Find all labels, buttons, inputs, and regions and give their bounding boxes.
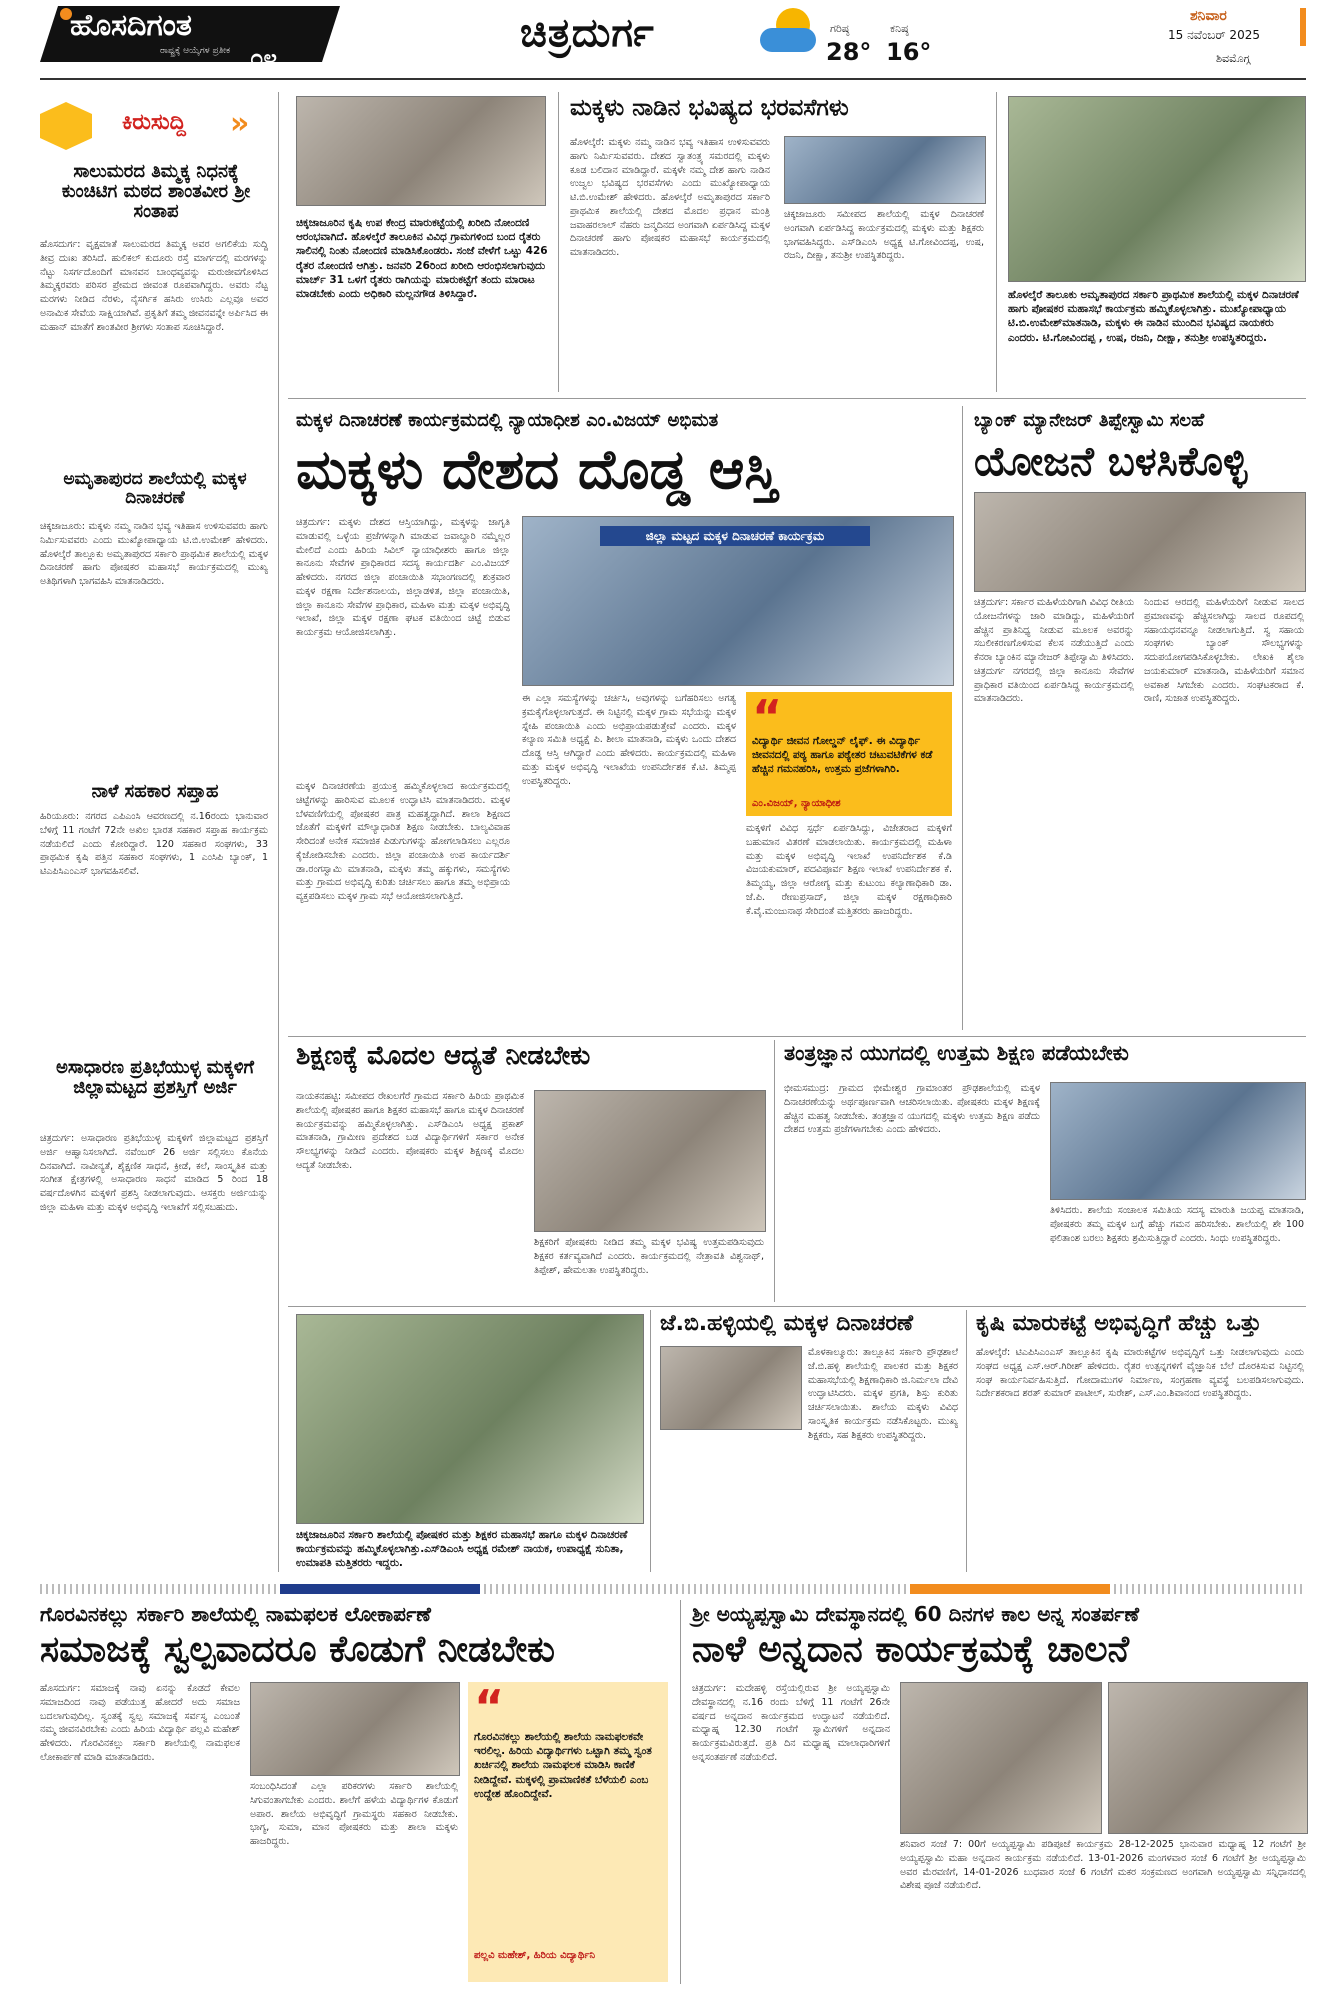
- tech-headline[interactable]: ತಂತ್ರಜ್ಞಾನ ಯುಗದಲ್ಲಿ ಉತ್ತಮ ಶಿಕ್ಷಣ ಪಡೆಯಬೇಕು: [784, 1041, 1129, 1065]
- children-photo: [784, 136, 986, 204]
- max-temp-label: ಗರಿಷ್ಠ: [830, 22, 850, 35]
- column-divider: [680, 1600, 681, 1984]
- brief-headline[interactable]: ನಾಳೆ ಸಹಕಾರ ಸಪ್ತಾಹ: [91, 781, 219, 802]
- bank-body-col1: ಚಿತ್ರದುರ್ಗ: ಸರ್ಕಾರ ಮಹಿಳೆಯರಿಗಾಗಿ ವಿವಿಧ ರೀತಿಯ ಯೋಜನೆಗಳನ್ನು ಜಾರಿ ಮಾಡಿದ್ದು, ಮಹಿಳೆಯರಿಗೆ ಹೆಚ್ಚಿನ ಪ್ರಾತಿನಿಧ್ಯ ನೀಡುವ ಮೂಲಕ ಅವರನ್ನು ಸಬಲೀಕರಣಗೊಳಿಸುವ ಕೆಲಸ ನಡೆಯುತ್ತಿದೆ ಎಂದು ಕೆನರಾ ಬ್ಯಾಂಕಿನ ಮ್ಯಾನೇಜರ್ ತಿಪ್ಪೇಸ್ವಾಮಿ ತಿಳಿಸಿದರು. ಚಿತ್ರದುರ್ಗ ನಗರದಲ್ಲಿ ಜಿಲ್ಲಾ ಕಾನೂನು ಸೇವೆಗಳ ಪ್ರಾಧಿಕಾರ ವತಿಯಿಂದ ಏರ್ಪಡಿಸಿದ್ದ ಕಾರ್ಯಕ್ರಮದಲ್ಲಿ ಮಾತನಾಡಿದರು.: [974, 597, 1134, 705]
- education-headline[interactable]: ಶಿಕ್ಷಣಕ್ಕೆ ಮೊದಲ ಆದ್ಯತೆ ನೀಡಬೇಕು: [296, 1041, 591, 1071]
- lead-photo-banner: ಜಿಲ್ಲಾ ಮಟ್ಟದ ಮಕ್ಕಳ ದಿನಾಚರಣೆ ಕಾರ್ಯಕ್ರಮ: [600, 526, 870, 546]
- ayyappa-body: ಚಿತ್ರದುರ್ಗ: ಮದೇಹಳ್ಳಿ ರಸ್ತೆಯಲ್ಲಿರುವ ಶ್ರೀ ಅಯ್ಯಪ್ಪಸ್ವಾಮಿ ದೇವಸ್ಥಾನದಲ್ಲಿ ನ.16 ರಂದು ಬೆಳಿಗ್ಗೆ 11 ಗಂಟೆಗೆ 26ನೇ ವರ್ಷದ ಅನ್ನದಾನ ಕಾರ್ಯಕ್ರಮದ ಉದ್ಘಾಟನೆ ನಡೆಯಲಿದೆ. ಮಧ್ಯಾಹ್ನ 12.30 ಗಂಟೆಗೆ ಸ್ವಾಮಿಗಳಿಗೆ ಅನ್ನದಾನ ಕಾರ್ಯಕ್ರಮವಿರುತ್ತದೆ. ಪ್ರತಿ ದಿನ ಮಧ್ಯಾಹ್ನ ಮಾಲಾಧಾರಿಗಳಿಗೆ ಅನ್ನಸಂತರ್ಪಣೆ ನಡೆಯಲಿದೆ.: [692, 1683, 890, 1763]
- min-temp-label: ಕನಿಷ್ಠ: [890, 22, 909, 35]
- kiru-suddi-label: ಕಿರುಸುದ್ದಿ: [122, 110, 186, 135]
- separator-orange-accent: [910, 1584, 1110, 1594]
- kiru-suddi-chevron-icon: »: [230, 106, 250, 141]
- name-quote-source: ಪಲ್ಲವಿ ಮಹೇಶ್, ಹಿರಿಯ ವಿದ್ಯಾರ್ಥಿನಿ: [474, 1950, 596, 1961]
- lead-body-col2: ಮಕ್ಕಳ ದಿನಾಚರಣೆಯ ಪ್ರಯುಕ್ತ ಹಮ್ಮಿಕೊಳ್ಳಲಾದ ಕಾರ್ಯಕ್ರಮದಲ್ಲಿ ಚಿಟ್ಟೆಗಳನ್ನು ಹಾರಿಸುವ ಮೂಲಕ ಉದ್ಘಾಟಿಸಿ ಮಾತನಾಡಿದರು. ಮಕ್ಕಳ ಬೆಳವಣಿಗೆಯಲ್ಲಿ ಪೋಷಕರ ಪಾತ್ರ ಮಹತ್ವದ್ದಾಗಿದೆ. ಶಾಲಾ ಶಿಕ್ಷಣದ ಜೊತೆಗೆ ಮಕ್ಕಳಿಗೆ ಮೌಲ್ಯಾಧಾರಿತ ಶಿಕ್ಷಣ ನೀಡಬೇಕು. ಬಾಲ್ಯವಿವಾಹ ಸೇರಿದಂತೆ ಅನೇಕ ಸಮಾಜಿಕ ಪಿಡುಗುಗಳನ್ನು ಹೋಗಲಾಡಿಸಲು ಎಲ್ಲರೂ ಕೈಜೋಡಿಸಬೇಕು ಎಂದರು. ಜಿಲ್ಲಾ ಪಂಚಾಯಿತಿ ಉಪ ಕಾರ್ಯದರ್ಶಿ ಡಾ.ರಂಗಸ್ವಾಮಿ ಮಾತನಾಡಿ, ಮಕ್ಕಳು ತಮ್ಮ ಹಕ್ಕುಗಳು, ಸಮಸ್ಯೆಗಳು ಮತ್ತು ಗ್ರಾಮದ ಅಭಿವೃದ್ಧಿ ಕುರಿತು ಚರ್ಚಿಸಲು ಹಾಗೂ ತಮ್ಮ ಅಭಿಪ್ರಾಯ ವ್ಯಕ್ತಪಡಿಸಲು ಮಕ್ಕಳ ಗ್ರಾಮ ಸಭೆ ಆಯೋಜಿಸಲಾಗುತ್ತಿದೆ.: [296, 781, 510, 903]
- max-temp-value: 28°: [826, 38, 872, 66]
- story-body: ಹೊಳಲ್ಕೆರೆ: ಮಕ್ಕಳು ನಮ್ಮ ನಾಡಿನ ಭವ್ಯ ಇತಿಹಾಸ ಉಳಿಸುವವರು ಹಾಗು ನಿರ್ಮಿಸುವವರು. ದೇಶದ ಸ್ವಾತಂತ್ರ್ಯ ಸಮರದಲ್ಲಿ ಮಕ್ಕಳು ಕೂಡ ಬಲಿದಾನ ಮಾಡಿದ್ದಾರೆ. ಮಕ್ಕಳೇ ನಮ್ಮ ದೇಶ ಹಾಗು ನಾಡಿನ ಉಜ್ವಲ ಭವಿಷ್ಯದ ಭರವಸೆಗಳು ಎಂದು ಮುಖ್ಯೋಪಾಧ್ಯಾಯ ಟಿ.ಬಿ.ಉಮೇಶ್ ಹೇಳಿದರು. ಹೊಳಲ್ಕೆರೆ ಅಮೃತಾಪುರದ ಸರ್ಕಾರಿ ಪ್ರಾಥಮಿಕ ಶಾಲೆಯಲ್ಲಿ ದೇಶದ ಮೊದಲ ಪ್ರಧಾನ ಮಂತ್ರಿ ಜವಾಹರಲಾಲ್ ನೆಹರು ಜನ್ಮದಿನದ ಅಂಗವಾಗಿ ಏರ್ಪಡಿಸಿದ್ದ ಮಕ್ಕಳ ದಿನಾಚರಣೆ ಹಾಗು ಪೋಷಕರ ಮಹಾಸಭೆ ಕಾರ್ಯಕ್ರಮದಲ್ಲಿ ಮಾತನಾಡಿದರು.: [570, 137, 770, 259]
- edition-name: ಶಿವಮೊಗ್ಗ: [1216, 52, 1251, 65]
- page-number: ೦೪: [250, 44, 277, 72]
- name-kicker: ಗೊರವಿನಕಲ್ಲು ಸರ್ಕಾರಿ ಶಾಲೆಯಲ್ಲಿ ನಾಮಫಲಕ ಲೋಕಾರ್ಪಣೆ: [40, 1602, 431, 1626]
- brief-body: ಚಿಕ್ಕಜಾಜೂರು: ಮಕ್ಕಳು ನಮ್ಮ ನಾಡಿನ ಭವ್ಯ ಇತಿಹಾಸ ಉಳಿಸುವವರು ಹಾಗು ನಿರ್ಮಿಸುವವರು ಎಂದು ಮುಖ್ಯೋಪಾಧ್ಯಾಯ ಟಿ.ಬಿ.ಉಮೇಶ್ ಹೇಳಿದರು. ಹೊಳಲ್ಕೆರೆ ತಾಲ್ಲೂಕು ಅಮೃತಾಪುರದ ಸರ್ಕಾರಿ ಪ್ರಾಥಮಿಕ ಶಾಲೆಯಲ್ಲಿ ಮಕ್ಕಳ ದಿನಾಚರಣೆ ಹಾಗು ಪೋಷಕರ ಮಹಾಸಭೆ ಕಾರ್ಯಕ್ರಮದಲ್ಲಿ ಮುಖ್ಯ ಅತಿಥಿಗಳಾಗಿ ಭಾಗವಹಿಸಿ ಮಾತನಾಡಿದರು.: [40, 521, 268, 588]
- tech-body: ಭೀಮಸಮುದ್ರ: ಗ್ರಾಮದ ಭೀಮೇಶ್ವರ ಗ್ರಾಮಾಂತರ ಪ್ರೌಢಶಾಲೆಯಲ್ಲಿ ಮಕ್ಕಳ ದಿನಾಚರಣೆಯನ್ನು ಅರ್ಥಪೂರ್ಣವಾಗಿ ಆಚರಿಸಲಾಯಿತು. ಪೋಷಕರು ಮಕ್ಕಳ ಶಿಕ್ಷಣಕ್ಕೆ ಹೆಚ್ಚಿನ ಮಹತ್ವ ನೀಡಬೇಕು. ತಂತ್ರಜ್ಞಾನ ಯುಗದಲ್ಲಿ ಮಕ್ಕಳು ಉತ್ತಮ ಶಿಕ್ಷಣ ಪಡೆದು ದೇಶದ ಉತ್ತಮ ಪ್ರಜೆಗಳಾಗಬೇಕು ಎಂದು ಹೇಳಿದರು.: [784, 1083, 1040, 1136]
- date-accent-bar: [1300, 8, 1306, 46]
- name-plate-photo: [250, 1682, 460, 1776]
- kiru-suddi-hand-icon: [40, 102, 92, 150]
- lead-quote-source: ಎಂ.ವಿಜಯ್, ನ್ಯಾಯಾಧೀಶ: [752, 798, 841, 809]
- column-divider: [650, 1310, 651, 1572]
- photo-caption: ಚಿಕ್ಕಜಾಜೂರಿನ ಸರ್ಕಾರಿ ಶಾಲೆಯಲ್ಲಿ ಪೋಷಕರ ಮತ್ತು ಶಿಕ್ಷಕರ ಮಹಾಸಭೆ ಹಾಗೂ ಮಕ್ಕಳ ದಿನಾಚರಣೆ ಕಾರ್ಯಕ್ರಮವನ್ನು ಹಮ್ಮಿಕೊಳ್ಳಲಾಗಿತ್ತು.ಎಸ್‌ಡಿಎಂಸಿ ಅಧ್ಯಕ್ಷ ರಮೇಶ್ ನಾಯಕ, ಉಪಾಧ್ಯಕ್ಷೆ ಸುನಿತಾ, ಉಮಾಪತಿ ಮತ್ತಿತರರು ಇದ್ದರು.: [296, 1529, 628, 1570]
- column-divider: [774, 1040, 775, 1302]
- lead-body-col4: ಮಕ್ಕಳಿಗೆ ವಿವಿಧ ಸ್ಪರ್ಧೆ ಏರ್ಪಡಿಸಿದ್ದು, ವಿಜೇತರಾದ ಮಕ್ಕಳಿಗೆ ಬಹುಮಾನ ವಿತರಣೆ ಮಾಡಲಾಯಿತು. ಕಾರ್ಯಕ್ರಮದಲ್ಲಿ ಮಹಿಳಾ ಮತ್ತು ಮಕ್ಕಳ ಅಭಿವೃದ್ಧಿ ಇಲಾಖೆ ಉಪನಿರ್ದೇಶಕ ಕೆ.ಡಿ ವಿಜಯಕುಮಾರ್, ಪದವಿಪೂರ್ವ ಶಿಕ್ಷಣ ಇಲಾಖೆ ಉಪನಿರ್ದೇಶಕ ಕೆ. ತಿಮ್ಮಯ್ಯ, ಜಿಲ್ಲಾ ಆರೋಗ್ಯ ಮತ್ತು ಕುಟುಂಬ ಕಲ್ಯಾಣಾಧಿಕಾರಿ ಡಾ. ಜೆ.ಪಿ. ರೇಣುಪ್ರಸಾದ್, ಜಿಲ್ಲಾ ಮಕ್ಕಳ ರಕ್ಷಣಾಧಿಕಾರಿ ಕೆ.ವೈ.ಮಂಜುನಾಥ ಸೇರಿದಂತೆ ಮತ್ತಿತರರು ಹಾಜರಿದ್ದರು.: [746, 823, 952, 917]
- lead-body-col3: ಈ ಎಲ್ಲಾ ಸಮಸ್ಯೆಗಳನ್ನು ಚರ್ಚಿಸಿ, ಅವುಗಳನ್ನು ಬಗೆಹರಿಸಲು ಅಗತ್ಯ ಕ್ರಮಕೈಗೊಳ್ಳಲಾಗುತ್ತದೆ. ಈ ನಿಟ್ಟಿನಲ್ಲಿ ಮಕ್ಕಳ ಗ್ರಾಮ ಸಭೆಯನ್ನು ಮಕ್ಕಳ ಸ್ನೇಹಿ ಪಂಚಾಯಿತಿ ಎಂದು ಅಭಿಪ್ರಾಯಪಡುತ್ತೇವೆ ಎಂದರು. ಮಕ್ಕಳ ಕಲ್ಯಾಣ ಸಮಿತಿ ಅಧ್ಯಕ್ಷೆ ಪಿ. ಶೀಲಾ ಮಾತನಾಡಿ, ಮಕ್ಕಳು ಒಂದು ದೇಶದ ದೊಡ್ಡ ಆಸ್ತಿ ಆಗಿದ್ದಾರೆ ಎಂದು ಹೇಳಿದರು. ಕಾರ್ಯಕ್ರಮದಲ್ಲಿ ಮಹಿಳಾ ಮತ್ತು ಮಕ್ಕಳ ಅಭಿವೃದ್ಧಿ ಇಲಾಖೆಯ ಉಪನಿರ್ದೇಶಕ ಕೆ.ಟಿ. ತಿಮ್ಮಪ್ಪ ಉಪಸ್ಥಿತರಿದ್ದರು.: [522, 693, 736, 787]
- lead-kicker: ಮಕ್ಕಳ ದಿನಾಚರಣೆ ಕಾರ್ಯಕ್ರಮದಲ್ಲಿ ನ್ಯಾಯಾಧೀಶ ಎಂ.ವಿಜಯ್ ಅಭಿಮತ: [296, 410, 719, 431]
- row-rule: [288, 398, 1306, 399]
- temple-photo-1: [900, 1682, 1102, 1834]
- bank-event-photo: [974, 492, 1306, 592]
- photo-caption: ಚಿಕ್ಕಜಾಜೂರು ಸಮೀಪದ ಶಾಲೆಯಲ್ಲಿ ಮಕ್ಕಳ ದಿನಾಚರಣೆ ಅಂಗವಾಗಿ ಏರ್ಪಡಿಸಿದ್ದ ಕಾರ್ಯಕ್ರಮದಲ್ಲಿ ಮಕ್ಕಳು ಮತ್ತು ಶಿಕ್ಷಕರು ಭಾಗವಹಿಸಿದ್ದರು. ಎಸ್‌ಡಿಎಂಸಿ ಅಧ್ಯಕ್ಷ ಟಿ.ಗೋವಿಂದಪ್ಪ, ಉಷ, ರಜನಿ, ದೀಕ್ಷಾ, ತನುಶ್ರೀ ಉಪಸ್ಥಿತರಿದ್ದರು.: [784, 209, 984, 262]
- column-divider: [966, 1310, 967, 1572]
- lead-headline[interactable]: ಮಕ್ಕಳು ದೇಶದ ದೊಡ್ಡ ಆಸ್ತಿ: [296, 438, 778, 501]
- ayyappa-body-col2: ಶನಿವಾರ ಸಂಜೆ 7: 00ಗೆ ಅಯ್ಯಪ್ಪಸ್ವಾಮಿ ಪಡಿಪೂಜೆ ಕಾರ್ಯಕ್ರಮ 28-12-2025 ಭಾನುವಾರ ಮಧ್ಯಾಹ್ನ 12 ಗಂಟೆಗೆ ಶ್ರೀ ಅಯ್ಯಪ್ಪಸ್ವಾಮಿ ಮಹಾ ಅನ್ನದಾನ ಕಾರ್ಯಕ್ರಮ ನಡೆಯಲಿದೆ. 13-01-2026 ಮಂಗಳವಾರ ಸಂಜೆ 6 ಗಂಟೆಗೆ ಶ್ರೀ ಅಯ್ಯಪ್ಪಸ್ವಾಮಿ ಅವರ ಮೆರವಣಿಗೆ, 14-01-2026 ಬುಧವಾರ ಸಂಜೆ 6 ಗಂಟೆಗೆ ಮಕರ ಸಂಕ್ರಮಣದ ಅಂಗವಾಗಿ ಅಯ್ಯಪ್ಪಸ್ವಾಮಿ ಸನ್ನಿಧಾನದಲ್ಲಿ ವಿಶೇಷ ಪೂಜೆ ನಡೆಯಲಿದೆ.: [900, 1839, 1306, 1892]
- masthead-rule: [40, 78, 1306, 80]
- education-caption: ಶಿಕ್ಷಕರಿಗೆ ಪೋಷಕರು ನೀಡಿದ ತಮ್ಮ ಮಕ್ಕಳ ಭವಿಷ್ಯ ಉತ್ತಮಪಡಿಸುವುದು ಶಿಕ್ಷಕರ ಕರ್ತವ್ಯವಾಗಿದೆ ಎಂದರು. ಕಾರ್ಯಕ್ರಮದಲ್ಲಿ ನೇತ್ರಾವತಿ ವಿಶ್ವನಾಥ್, ತಿಪ್ಪೇಶ್, ಹೇಮಲತಾ ಉಪಸ್ಥಿತರಿದ್ದರು.: [534, 1237, 764, 1276]
- column-divider: [962, 406, 963, 1030]
- tech-photo: [1050, 1082, 1306, 1200]
- min-temp-value: 16°: [886, 38, 932, 66]
- bank-headline[interactable]: ಯೋಜನೆ ಬಳಸಿಕೊಳ್ಳಿ: [974, 439, 1248, 485]
- date-day: ಶನಿವಾರ: [1190, 8, 1227, 24]
- story-headline[interactable]: ಮಕ್ಕಳು ನಾಡಿನ ಭವಿಷ್ಯದ ಭರವಸೆಗಳು: [570, 95, 849, 121]
- district-title: ಚಿತ್ರದುರ್ಗ: [520, 10, 655, 56]
- brief-headline[interactable]: ಸಾಲುಮರದ ತಿಮ್ಮಕ್ಕ ನಿಧನಕ್ಕೆ ಕುಂಚಿಟಿಗ ಮಠದ ಶಾಂತವೀರ ಶ್ರೀ ಸಂತಾಪ: [61, 161, 251, 222]
- jb-body: ಮೊಳಕಾಲ್ಮೂರು: ತಾಲ್ಲೂಕಿನ ಸರ್ಕಾರಿ ಪ್ರೌಢಶಾಲೆ ಜೆ.ಬಿ.ಹಳ್ಳಿ ಶಾಲೆಯಲ್ಲಿ ಪಾಲಕರ ಮತ್ತು ಶಿಕ್ಷಕರ ಮಹಾಸಭೆಯಲ್ಲಿ ಶಿಕ್ಷಣಾಧಿಕಾರಿ ಜಿ.ನಿರ್ಮಲಾ ದೇವಿ ಉದ್ಘಾಟಿಸಿದರು. ಮಕ್ಕಳ ಪ್ರಗತಿ, ಶಿಸ್ತು ಕುರಿತು ಚರ್ಚಿಸಲಾಯಿತು. ಶಾಲೆಯ ಮಕ್ಕಳು ವಿವಿಧ ಸಾಂಸ್ಕೃತಿಕ ಕಾರ್ಯಕ್ರಮ ನಡೆಸಿಕೊಟ್ಟರು. ಮುಖ್ಯ ಶಿಕ್ಷಕರು, ಸಹ ಶಿಕ್ಷಕರು ಉಪಸ್ಥಿತರಿದ್ದರು.: [808, 1347, 958, 1441]
- brief-body: ಹಿರಿಯೂರು: ನಗರದ ಎಪಿಎಂಸಿ ಆವರಣದಲ್ಲಿ ನ.16ರಂದು ಭಾನುವಾರ ಬೆಳಿಗ್ಗೆ 11 ಗಂಟೆಗೆ 72ನೇ ಅಖಿಲ ಭಾರತ ಸಹಕಾರ ಸಪ್ತಾಹ ಕಾರ್ಯಕ್ರಮ ನಡೆಯಲಿದೆ ಎಂದು ಕೋರಿದ್ದಾರೆ. 120 ಸಹಕಾರ ಸಂಘಗಳು, 33 ಪ್ರಾಥಮಿಕ ಕೃಷಿ ಪತ್ತಿನ ಸಹಕಾರ ಸಂಘಗಳು, 1 ಎಂಸಿಪಿ ಬ್ಯಾಂಕ್, 1 ಟಿಎಪಿಸಿಎಂಎಸ್ ಭಾಗವಹಿಸಲಿವೆ.: [40, 811, 268, 878]
- row-rule: [288, 1036, 1306, 1037]
- brief-body: ಹೊಸದುರ್ಗ: ವೃಕ್ಷಮಾತೆ ಸಾಲುಮರದ ತಿಮ್ಮಕ್ಕ ಅವರ ಅಗಲಿಕೆಯ ಸುದ್ದಿ ತೀವ್ರ ದುಃಖ ತರಿಸಿದೆ. ಹುಲಿಕಲ್ ಕುದೂರು ರಸ್ತೆ ಮಾರ್ಗದಲ್ಲಿ ಮರಗಳನ್ನು ನೆಟ್ಟು ನಿಸರ್ಗದೊಂದಿಗೆ ಮಾನವನ ಬಾಂಧವ್ಯವನ್ನು ಮರುಜೀವಗೊಳಿಸಿದ ತಿಮ್ಮಕ್ಕರವರು ಪರಿಸರ ಪ್ರೇಮದ ಜೀವಂತ ರೂಪವಾಗಿದ್ದರು. ಅವರು ನೆಟ್ಟ ಮರಗಳು ನೀಡಿದ ನೆರಳು, ನೈಸರ್ಗಿಕ ಹಸಿರು ಉಸಿರು ಎಲ್ಲವೂ ಅವರ ಅನಾಮಿಕ ಸೇವೆಯ ಸಾಕ್ಷಿಯಾಗಿವೆ. ಪ್ರಕೃತಿಗೆ ತಮ್ಮ ಜೀವನವನ್ನೇ ಅರ್ಪಿಸಿದ ಈ ಮಹಾನ್ ಮಾತೆಗೆ ಶಾಂತವೀರ ಶ್ರೀಗಳು ಸಂತಾಪ ಸೂಚಿಸಿದ್ದಾರೆ.: [40, 239, 268, 333]
- quote-mark-icon: “: [752, 690, 783, 744]
- education-photo: [534, 1090, 766, 1232]
- market-headline[interactable]: ಕೃಷಿ ಮಾರುಕಟ್ಟೆ ಅಭಿವೃದ್ಧಿಗೆ ಹೆಚ್ಚು ಒತ್ತು: [976, 1311, 1262, 1336]
- section-separator: [40, 1584, 1306, 1594]
- quote-mark-icon: “: [474, 1680, 505, 1734]
- group-photo: [296, 1314, 644, 1524]
- name-body: ಹೊಸದುರ್ಗ: ಸಮಾಜಕ್ಕೆ ನಾವು ಏನನ್ನು ಕೊಡದೆ ಕೇವಲ ಸಮಾಜದಿಂದ ನಾವು ಪಡೆಯುತ್ತ ಹೋದರೆ ಅದು ಸಮಾಜ ಬದಲಾಗುವುದಿಲ್ಲ. ಸ್ವಂತಕ್ಕೆ ಸ್ವಲ್ಪ ಸಮಾಜಕ್ಕೆ ಸರ್ವಸ್ವ ಎಂಬಂತೆ ನಮ್ಮ ಜೀವನವಿರಬೇಕು ಎಂದು ಹಿರಿಯ ವಿದ್ಯಾರ್ಥಿ ಪಲ್ಲವಿ ಮಹೇಶ್ ಹೇಳಿದರು. ಗೊರವಿನಕಲ್ಲು ಸರ್ಕಾರಿ ಶಾಲೆಯಲ್ಲಿ ನಾಮಫಲಕ ಲೋಕಾರ್ಪಣೆ ಮಾಡಿ ಮಾತನಾಡಿದರು.: [40, 1683, 240, 1763]
- ayyappa-kicker: ಶ್ರೀ ಅಯ್ಯಪ್ಪಸ್ವಾಮಿ ದೇವಸ್ಥಾನದಲ್ಲಿ 60 ದಿನಗಳ ಕಾಲ ಅನ್ನ ಸಂತರ್ಪಣೆ: [692, 1602, 1140, 1626]
- photo-caption: ಹೊಳಲ್ಕೆರೆ ತಾಲೂಕು ಅಮೃತಾಪುರದ ಸರ್ಕಾರಿ ಪ್ರಾಥಮಿಕ ಶಾಲೆಯಲ್ಲಿ ಮಕ್ಕಳ ದಿನಾಚರಣೆ ಹಾಗು ಪೋಷಕರ ಮಹಾಸಭೆ ಕಾರ್ಯಕ್ರಮ ಹಮ್ಮಿಕೊಳ್ಳಲಾಗಿತ್ತು. ಮುಖ್ಯೋಪಾಧ್ಯಾಯ ಟಿ.ಬಿ.ಉಮೇಶ್‌ಮಾತನಾಡಿ, ಮಕ್ಕಳು ಈ ನಾಡಿನ ಮುಂದಿನ ಭವಿಷ್ಯದ ನಾಯಕರು ಎಂದರು. ಟಿ.ಗೋವಿಂದಪ್ಪ , ಉಷ, ರಜನಿ, ದೀಕ್ಷಾ, ತನುಶ್ರೀ ಉಪಸ್ಥಿತರಿದ್ದರು.: [1008, 289, 1299, 344]
- column-divider: [558, 92, 559, 392]
- brief-body: ಚಿತ್ರದುರ್ಗ: ಅಸಾಧಾರಣ ಪ್ರತಿಭೆಯುಳ್ಳ ಮಕ್ಕಳಿಗೆ ಜಿಲ್ಲಾಮಟ್ಟದ ಪ್ರಶಸ್ತಿಗೆ ಅರ್ಜಿ ಆಹ್ವಾನಿಸಲಾಗಿದೆ. ನವೆಂಬರ್ 26 ಅರ್ಜಿ ಸಲ್ಲಿಸಲು ಕೊನೆಯ ದಿನವಾಗಿದೆ. ನಾವೀನ್ಯತೆ, ಶೈಕ್ಷಣಿಕ ಸಾಧನೆ, ಕ್ರೀಡೆ, ಕಲೆ, ಸಾಂಸ್ಕೃತಿಕ ಮತ್ತು ಸಂಗೀತ ಕ್ಷೇತ್ರಗಳಲ್ಲಿ ಅಸಾಧಾರಣ ಸಾಧನೆ ಮಾಡಿದ 5 ರಿಂದ 18 ವರ್ಷದೊಳಗಿನ ಮಕ್ಕಳಿಗೆ ಪ್ರಶಸ್ತಿ ನೀಡಲಾಗುವುದು. ಆಸಕ್ತರು ಅರ್ಜಿಯನ್ನು ಜಿಲ್ಲಾ ಮಹಿಳಾ ಮತ್ತು ಮಕ್ಕಳ ಅಭಿವೃದ್ಧಿ ಇಲಾಖೆಗೆ ಸಲ್ಲಿಸಬಹುದು.: [40, 1133, 268, 1213]
- jb-headline[interactable]: ಜೆ.ಬಿ.ಹಳ್ಳಿಯಲ್ಲಿ ಮಕ್ಕಳ ದಿನಾಚರಣೆ: [660, 1311, 914, 1336]
- masthead-title[interactable]: ಹೊಸದಿಗಂತ: [70, 8, 192, 43]
- name-quote-text: ಗೊರವಿನಕಲ್ಲು ಶಾಲೆಯಲ್ಲಿ ಶಾಲೆಯ ನಾಮಫಲಕವೇ ಇರಲಿಲ್ಲ. ಹಿರಿಯ ವಿದ್ಯಾರ್ಥಿಗಳು ಒಟ್ಟಾಗಿ ತಮ್ಮ ಸ್ವಂತ ಖರ್ಚಿನಲ್ಲಿ ಶಾಲೆಯ ನಾಮಫಲಕ ಮಾಡಿಸಿ ಕಾಣಿಕೆ ನೀಡಿದ್ದೇವೆ. ಮಕ್ಕಳಲ್ಲಿ ಪ್ರಾಮಾಣಿಕತೆ ಬೆಳೆಯಲಿ ಎಂಬ ಉದ್ದೇಶ ಹೊಂದಿದ್ದೇವೆ.: [474, 1731, 652, 1800]
- bank-body-col2: ನಿಂದುವ ಆರದಲ್ಲಿ ಮಹಿಳೆಯರಿಗೆ ನೀಡುವ ಸಾಲದ ಪ್ರಮಾಣವನ್ನು ಹೆಚ್ಚಿಸಲಾಗಿದ್ದು ಸಾಲದ ರೂಪದಲ್ಲಿ ಸಹಾಯಧನವನ್ನೂ ನೀಡಲಾಗುತ್ತಿದೆ. ಸ್ವ ಸಹಾಯ ಸಂಘಗಳು ಬ್ಯಾಂಕ್ ಸೌಲಭ್ಯಗಳನ್ನು ಸದುಪಯೋಗಪಡಿಸಿಕೊಳ್ಳಬೇಕು. ಲೇಖಕಿ ಶೈಲಾ ಜಯಕುಮಾರ್ ಮಾತನಾಡಿ, ಮಹಿಳೆಯರಿಗೆ ಸಮಾನ ಅವಕಾಶ ಸಿಗಬೇಕು ಎಂದರು. ಸಂಘಟಕರಾದ ಕೆ. ರಾಣಿ, ಸುಜಾತ ಉಪಸ್ಥಿತರಿದ್ದರು.: [1144, 597, 1304, 705]
- jb-photo: [660, 1346, 802, 1430]
- column-divider: [278, 92, 279, 1572]
- lead-quote-text-full: ವಿದ್ಯಾರ್ಥಿ ಜೀವನ ಗೋಲ್ಡನ್ ಲೈಫ್. ಈ ವಿದ್ಯಾರ್ಥಿ ಜೀವನದಲ್ಲಿ ಪಠ್ಯ ಹಾಗೂ ಪಠ್ಯೇತರ ಚಟುವಟಿಕೆಗಳ ಕಡೆ ಹೆಚ್ಚಿನ ಗಮನಹರಿಸಿ, ಉತ್ತಮ ಪ್ರಜೆಗಳಾಗಿರಿ.: [752, 735, 933, 776]
- tech-caption: ತಿಳಿಸಿದರು. ಶಾಲೆಯ ಸಂಚಾಲಕ ಸಮಿತಿಯ ಸದಸ್ಯ ಮಾರುತಿ ಜಯಪ್ಪ ಮಾತನಾಡಿ, ಪೋಷಕರು ತಮ್ಮ ಮಕ್ಕಳ ಬಗ್ಗೆ ಹೆಚ್ಚು ಗಮನ ಹರಿಸಬೇಕು. ಶಾಲೆಯಲ್ಲಿ ಶೇ 100 ಫಲಿತಾಂಶ ಬರಲು ಶಿಕ್ಷಕರು ಶ್ರಮಿಸುತ್ತಿದ್ದಾರೆ ಎಂದರು. ಸಿಂಧು ಉಪಸ್ಥಿತರಿದ್ದರು.: [1050, 1205, 1304, 1244]
- separator-blue-accent: [280, 1584, 480, 1594]
- farmers-registration-photo: [296, 96, 546, 206]
- market-body: ಹೊಳಲ್ಕೆರೆ: ಟಿಎಪಿಸಿಎಂಎಸ್ ತಾಲ್ಲೂಕಿನ ಕೃಷಿ ಮಾರುಕಟ್ಟೆಗಳ ಅಭಿವೃದ್ಧಿಗೆ ಒತ್ತು ನೀಡಲಾಗುವುದು ಎಂದು ಸಂಘದ ಅಧ್ಯಕ್ಷ ಎಸ್.ಆರ್.ಗಿರೀಶ್ ಹೇಳಿದರು. ರೈತರ ಉತ್ಪನ್ನಗಳಿಗೆ ವೈಜ್ಞಾನಿಕ ಬೆಲೆ ದೊರಕಿಸುವ ನಿಟ್ಟಿನಲ್ಲಿ ಸಂಘ ಕಾರ್ಯನಿರ್ವಹಿಸುತ್ತಿದೆ. ಗೋದಾಮುಗಳ ನಿರ್ಮಾಣ, ಸಂಗ್ರಹಣಾ ವ್ಯವಸ್ಥೆ ಬಲಪಡಿಸಲಾಗುವುದು. ನಿರ್ದೇಶಕರಾದ ಶರತ್ ಕುಮಾರ್ ಪಾಟೀಲ್, ಸುರೇಶ್, ಎಸ್.ಎಂ.ಶಿವಾನಂದ ಉಪಸ್ಥಿತರಿದ್ದರು.: [976, 1347, 1304, 1400]
- masthead-tagline: ರಾಷ್ಟ್ರಕ್ಕೆ ಆಯ್ಕೆಗಳ ಪ್ರತೀಕ: [160, 46, 231, 56]
- ayyappa-headline[interactable]: ನಾಳೆ ಅನ್ನದಾನ ಕಾರ್ಯಕ್ರಮಕ್ಕೆ ಚಾಲನೆ: [692, 1629, 1130, 1670]
- bank-kicker: ಬ್ಯಾಂಕ್ ಮ್ಯಾನೇಜರ್ ತಿಪ್ಪೇಸ್ವಾಮಿ ಸಲಹೆ: [974, 410, 1205, 431]
- brief-headline[interactable]: ಅಸಾಧಾರಣ ಪ್ರತಿಭೆಯುಳ್ಳ ಮಕ್ಕಳಿಗೆ ಜಿಲ್ಲಾಮಟ್ಟದ ಪ್ರಶಸ್ತಿಗೆ ಅರ್ಜಿ: [56, 1057, 254, 1098]
- lead-body-col1: ಚಿತ್ರದುರ್ಗ: ಮಕ್ಕಳು ದೇಶದ ಆಸ್ತಿಯಾಗಿದ್ದು, ಮಕ್ಕಳನ್ನು ಜಾಗೃತಿ ಮಾಡುವಲ್ಲಿ ಒಳ್ಳೆಯ ಪ್ರಜೆಗಳನ್ನಾಗಿ ಮಾಡುವ ಜವಾಬ್ದಾರಿ ನಮ್ಮೆಲ್ಲರ ಮೇಲಿದೆ ಎಂದು ಹಿರಿಯ ಸಿವಿಲ್ ನ್ಯಾಯಾಧೀಶರು ಹಾಗೂ ಜಿಲ್ಲಾ ಕಾನೂನು ಸೇವೆಗಳ ಪ್ರಾಧಿಕಾರದ ಸದಸ್ಯ ಕಾರ್ಯದರ್ಶಿ ಎಂ.ವಿಜಯ್ ಹೇಳಿದರು. ನಗರದ ಜಿಲ್ಲಾ ಪಂಚಾಯಿತಿ ಸಭಾಂಗಣದಲ್ಲಿ ಶುಕ್ರವಾರ ಮಕ್ಕಳ ರಕ್ಷಣಾ ನಿರ್ದೇಶನಾಲಯ, ಜಿಲ್ಲಾಡಳಿತ, ಜಿಲ್ಲಾ ಪಂಚಾಯಿತಿ, ಜಿಲ್ಲಾ ಕಾನೂನು ಸೇವೆಗಳ ಪ್ರಾಧಿಕಾರ, ಮಹಿಳಾ ಮತ್ತು ಮಕ್ಕಳ ಅಭಿವೃದ್ಧಿ ಇಲಾಖೆ, ಜಿಲ್ಲಾ ಮಕ್ಕಳ ರಕ್ಷಣಾ ಘಟಕ ವತಿಯಿಂದ ಚಿಟ್ಟೆ ಬಿಡುವ ಕಾರ್ಯಕ್ರಮ ಆಯೋಜಿಸಲಾಗಿತ್ತು.: [296, 517, 510, 639]
- jb-spacer: [660, 1434, 800, 1572]
- education-body: ನಾಯಕನಹಟ್ಟಿ: ಸಮೀಪದ ರೇಖಲಗೆರೆ ಗ್ರಾಮದ ಸರ್ಕಾರಿ ಹಿರಿಯ ಪ್ರಾಥಮಿಕ ಶಾಲೆಯಲ್ಲಿ ಪೋಷಕರ ಹಾಗೂ ಶಿಕ್ಷಕರ ಮಹಾಸಭೆ ಹಾಗೂ ಮಕ್ಕಳ ದಿನಾಚರಣೆ ಕಾರ್ಯಕ್ರಮವನ್ನು ಹಮ್ಮಿಕೊಳ್ಳಲಾಗಿತ್ತು. ಎಸ್‌ಡಿಎಂಸಿ ಅಧ್ಯಕ್ಷ ಪ್ರಕಾಶ್ ಮಾತನಾಡಿ, ಗ್ರಾಮೀಣ ಪ್ರದೇಶದ ಬಡ ವಿದ್ಯಾರ್ಥಿಗಳಿಗೆ ಸರ್ಕಾರ ಅನೇಕ ಸೌಲಭ್ಯಗಳನ್ನು ನೀಡಿದೆ ಎಂದರು. ಪೋಷಕರು ಮಕ್ಕಳ ಶಿಕ್ಷಣಕ್ಕೆ ಮೊದಲ ಆದ್ಯತೆ ನೀಡಬೇಕು.: [296, 1091, 524, 1171]
- weather-cloud-icon: [760, 28, 816, 52]
- date-full: 15 ನವೆಂಬರ್ 2025: [1168, 28, 1260, 42]
- photo-caption: ಚಿಕ್ಕಜಾಜೂರಿನ ಕೃಷಿ ಉಪ ಕೇಂದ್ರ ಮಾರುಕಟ್ಟೆಯಲ್ಲಿ ಖರೀದಿ ನೋಂದಣಿ ಆರಂಭವಾಗಿದೆ. ಹೊಳಲ್ಕೆರೆ ತಾಲೂಕಿನ ವಿವಿಧ ಗ್ರಾಮಗಳಿಂದ ಬಂದ ರೈತರು ಸಾಲಿನಲ್ಲಿ ನಿಂತು ನೋಂದಣಿ ಮಾಡಿಸಿಕೊಂಡರು. ಸಂಜೆ ವೇಳೆಗೆ ಒಟ್ಟು 426 ರೈತರ ನೋಂದಣಿ ಆಗಿತ್ತು. ಜನವರಿ 26ರಿಂದ ಖರೀದಿ ಆರಂಭಿಸಲಾಗುವುದು ಮಾರ್ಚ್ 31 ಒಳಗೆ ರೈತರು ರಾಗಿಯನ್ನು ಮಾರುಕಟ್ಟೆಗೆ ತಂದು ಮಾರಾಟ ಮಾಡಬೇಕು ಎಂದು ಅಧಿಕಾರಿ ಮಲ್ಲನಗೌಡ ತಿಳಿಸಿದ್ದಾರೆ.: [296, 217, 548, 300]
- brief-headline[interactable]: ಅಮೃತಾಪುರದ ಶಾಲೆಯಲ್ಲಿ ಮಕ್ಕಳ ದಿನಾಚರಣೆ: [63, 469, 247, 508]
- school-event-photo: [1008, 96, 1306, 282]
- temple-photo-2: [1108, 1682, 1308, 1834]
- name-headline[interactable]: ಸಮಾಜಕ್ಕೆ ಸ್ವಲ್ಪವಾದರೂ ಕೊಡುಗೆ ನೀಡಬೇಕು: [40, 1629, 555, 1670]
- name-body-col2: ಸಂಬಂಧಿಸಿದಂತೆ ಎಲ್ಲಾ ಪರಿಕರಗಳು ಸರ್ಕಾರಿ ಶಾಲೆಯಲ್ಲಿ ಸಿಗುವಂತಾಗಬೇಕು ಎಂದರು. ಶಾಲೆಗೆ ಹಳೆಯ ವಿದ್ಯಾರ್ಥಿಗಳ ಕೊಡುಗೆ ಅಪಾರ. ಶಾಲೆಯ ಅಭಿವೃದ್ಧಿಗೆ ಗ್ರಾಮಸ್ಥರು ಸಹಕಾರ ನೀಡಬೇಕು. ಭಾಗ್ಯ, ಸುಮಾ, ಮಾನ ಪೋಷಕರು ಮತ್ತು ಶಾಲಾ ಮಕ್ಕಳು ಹಾಜರಿದ್ದರು.: [250, 1781, 458, 1848]
- column-divider: [996, 92, 997, 392]
- row-rule: [288, 1306, 1306, 1307]
